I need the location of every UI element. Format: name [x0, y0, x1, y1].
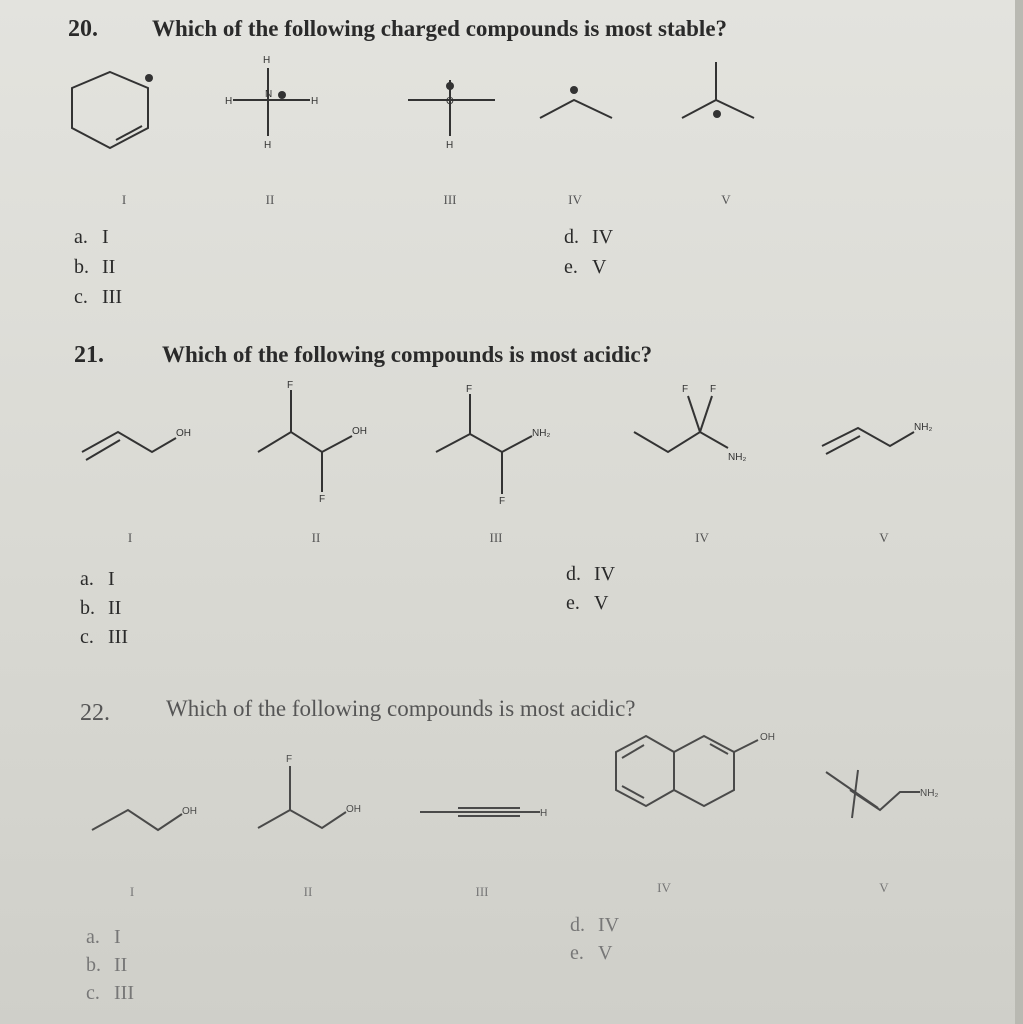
question-20-number: 20.: [68, 16, 98, 42]
q20-choice-d[interactable]: d. IV: [564, 226, 614, 248]
svg-text:OH: OH: [182, 806, 197, 817]
question-22-text: Which of the following compounds is most acidic?: [166, 696, 636, 721]
svg-text:H: H: [540, 808, 548, 819]
svg-text:OH: OH: [176, 428, 191, 439]
q22-structure-v: [826, 770, 938, 818]
svg-text:F: F: [710, 384, 717, 395]
q22-structure-ii: [258, 754, 361, 828]
q22-choice-a[interactable]: a. I: [86, 926, 121, 948]
q21-label-iii: III: [489, 530, 503, 545]
question-21-text: Which of the following compounds is most acidic?: [162, 342, 653, 367]
question-20-text: Which of the following charged compounds is most stable?: [152, 16, 728, 41]
question-21-number: 21.: [74, 342, 104, 368]
q22-structure-iv: [616, 732, 775, 806]
q20-label-i: I: [121, 192, 127, 207]
q22-structure-i: [92, 806, 197, 830]
svg-text:OH: OH: [352, 426, 367, 437]
svg-text:F: F: [286, 754, 293, 765]
q22-choice-e[interactable]: e. V: [570, 942, 613, 964]
svg-text:F: F: [499, 496, 506, 507]
svg-text:F: F: [682, 384, 689, 395]
q22-label-v: V: [879, 880, 889, 895]
svg-text:H: H: [225, 96, 233, 107]
q20-choice-e[interactable]: e. V: [564, 256, 607, 278]
q20-label-iv: IV: [568, 192, 582, 207]
q22-label-iii: III: [475, 884, 489, 899]
q20-choice-c[interactable]: c. III: [74, 286, 122, 308]
svg-text:O: O: [446, 96, 454, 107]
svg-text:NH₂: NH₂: [920, 788, 939, 799]
q21-label-iv: IV: [695, 530, 709, 545]
svg-text:H: H: [446, 140, 454, 151]
svg-text:F: F: [287, 380, 294, 391]
q22-structure-iii: [420, 808, 547, 819]
q22-label-ii: II: [303, 884, 313, 899]
svg-text:H: H: [311, 96, 319, 107]
q20-label-ii: II: [265, 192, 275, 207]
q21-choice-a[interactable]: a. I: [80, 568, 115, 590]
q22-label-i: I: [129, 884, 135, 899]
q22-choice-d[interactable]: d. IV: [570, 914, 620, 936]
q22-choice-c[interactable]: c. III: [86, 982, 134, 1004]
q21-label-v: V: [879, 530, 889, 545]
q21-label-i: I: [127, 530, 133, 545]
q22-choice-b[interactable]: b. II: [86, 954, 128, 976]
svg-text:NH₂: NH₂: [914, 422, 933, 433]
q21-label-ii: II: [311, 530, 321, 545]
monitor-edge: [1015, 0, 1023, 1024]
q20-label-iii: III: [443, 192, 457, 207]
svg-text:OH: OH: [346, 804, 361, 815]
q21-choice-d[interactable]: d. IV: [566, 563, 616, 585]
svg-text:H: H: [263, 55, 271, 66]
svg-text:NH₂: NH₂: [728, 452, 747, 463]
q21-choice-e[interactable]: e. V: [566, 592, 609, 614]
q20-label-v: V: [721, 192, 731, 207]
svg-text:H: H: [264, 140, 272, 151]
q20-choice-a[interactable]: a. I: [74, 226, 109, 248]
q21-choice-b[interactable]: b. II: [80, 597, 122, 619]
svg-text:F: F: [466, 384, 473, 395]
question-22-number: 22.: [80, 700, 110, 726]
q20-choice-b[interactable]: b. II: [74, 256, 116, 278]
svg-text:F: F: [319, 494, 326, 505]
svg-text:NH₂: NH₂: [532, 428, 551, 439]
q21-choice-c[interactable]: c. III: [80, 626, 128, 648]
svg-text:OH: OH: [760, 732, 775, 743]
svg-text:N: N: [265, 89, 273, 100]
q22-label-iv: IV: [657, 880, 671, 895]
